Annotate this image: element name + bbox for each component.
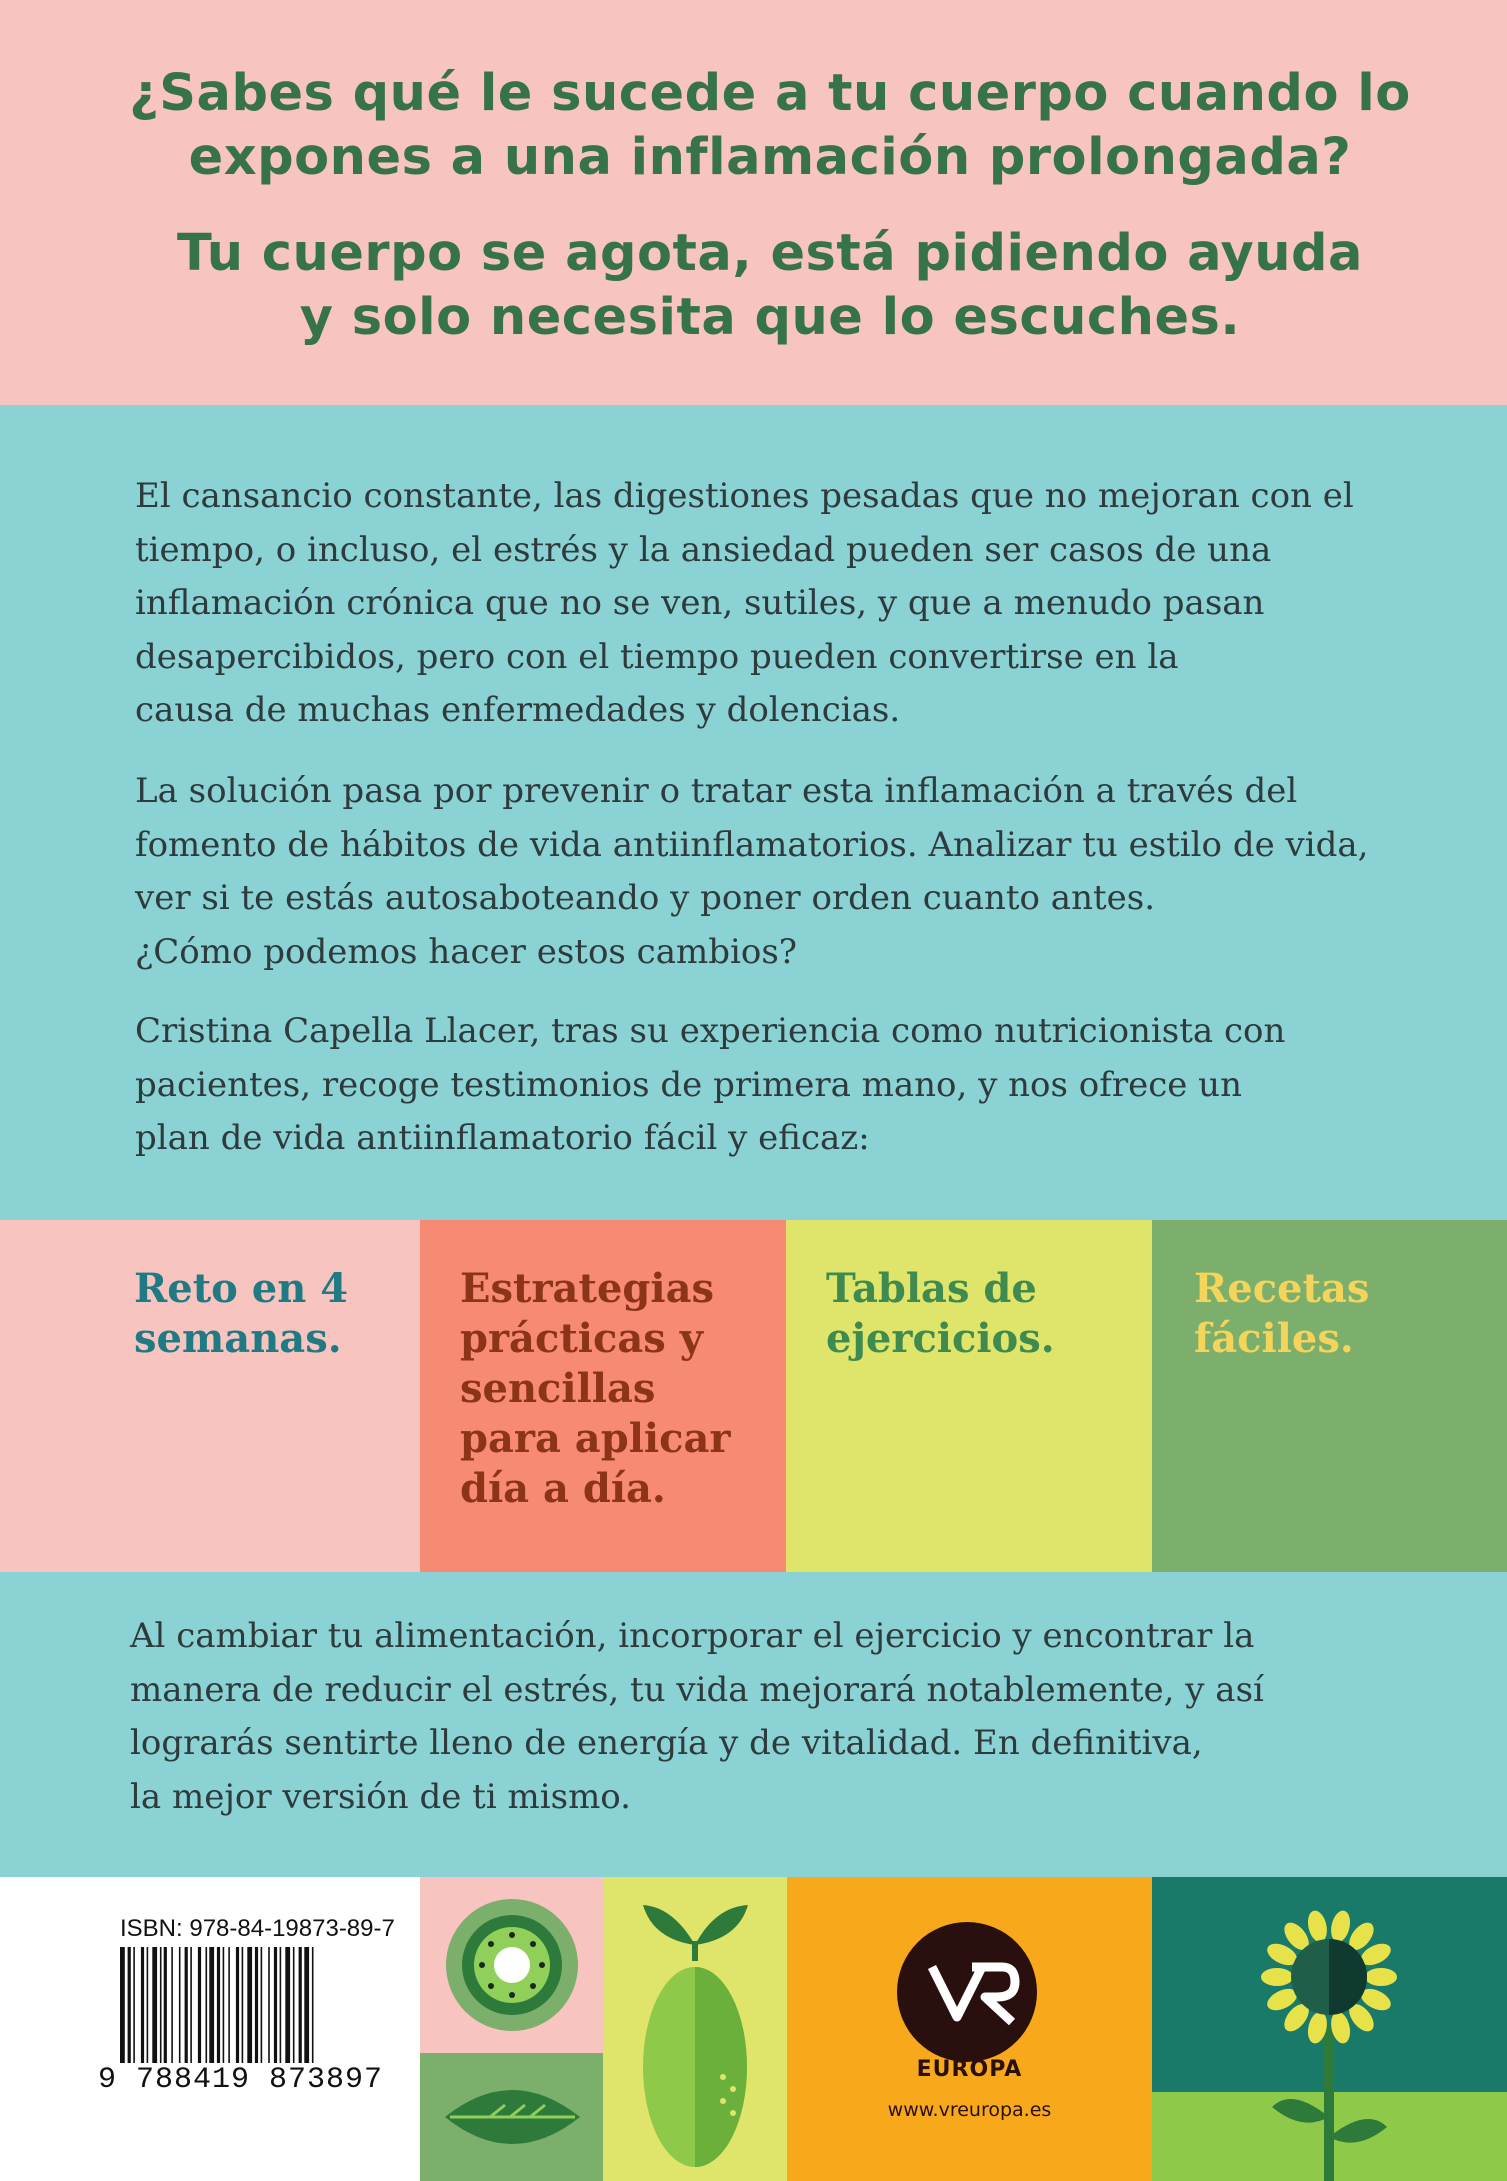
feature-line: sencillas	[460, 1365, 656, 1412]
lemon-icon	[603, 1877, 787, 2181]
sunflower-tile	[1152, 1877, 1507, 2181]
text-line: lograrás sentirte lleno de energía y de vitalidad. En definitiva,	[130, 1723, 1203, 1763]
feature-line: prácticas y	[460, 1315, 703, 1362]
text-line: plan de vida antiinflamatorio fácil y eficaz:	[135, 1118, 870, 1158]
publisher-url[interactable]: www.vreuropa.es	[887, 2099, 1052, 2121]
feature-title	[460, 1264, 730, 1514]
publisher-tile	[787, 1877, 1152, 2181]
kiwi-icon	[420, 1877, 603, 2053]
feature-line: Tablas de	[826, 1265, 1037, 1312]
feature-line: Estrategias	[460, 1265, 715, 1312]
feature-line: ejercicios.	[826, 1315, 1055, 1362]
barcode-number: 9 788419 873897	[98, 2063, 384, 2097]
text-line: manera de reducir el estrés, tu vida mejorará notablemente, y así	[130, 1669, 1264, 1710]
synopsis-paragraph-2	[135, 765, 1425, 979]
text-line: ¿Cómo podemos hacer estos cambios?	[135, 931, 798, 972]
kiwi-tile	[420, 1877, 603, 2053]
header-answer-line: Tu cuerpo se agota, está pidiendo ayuda	[177, 224, 1363, 283]
feature-line: semanas.	[134, 1315, 342, 1362]
features-row	[0, 1220, 1507, 1572]
sunflower-icon	[1152, 1877, 1507, 2181]
feature-title	[826, 1264, 1055, 1364]
leaf-tile	[420, 2053, 603, 2181]
header-question-line: expones a una inflamación prolongada?	[188, 128, 1352, 187]
header-answer	[120, 222, 1420, 350]
text-line: inflamación crónica que no se ven, sutiles, y que a menudo pasan	[135, 583, 1265, 623]
feature-line: Reto en 4	[134, 1265, 349, 1312]
feature-title	[1194, 1264, 1369, 1364]
vr-logo-icon	[897, 1922, 1037, 2062]
header-question-line: ¿Sabes qué le sucede a tu cuerpo cuando lo	[129, 64, 1411, 123]
footer-band	[0, 1877, 1507, 2181]
text-line: la mejor versión de ti mismo.	[130, 1776, 631, 1817]
feature-tablas	[786, 1220, 1152, 1572]
text-line: tiempo, o incluso, el estrés y la ansiedad pueden ser casos de una	[135, 529, 1272, 570]
leaf-icon	[420, 2053, 603, 2181]
feature-estrategias	[420, 1220, 786, 1572]
text-line: La solución pasa por prevenir o tratar esta inflamación a través del	[135, 771, 1298, 811]
synopsis-section	[0, 405, 1507, 1220]
text-line: pacientes, recoge testimonios de primera mano, y nos ofrece un	[135, 1064, 1242, 1105]
text-line: desapercibidos, pero con el tiempo pueden convertirse en la	[135, 636, 1179, 677]
lemon-tile	[603, 1877, 787, 2181]
text-line: Cristina Capella Llacer, tras su experiencia como nutricionista con	[135, 1011, 1286, 1051]
publisher-name: EUROPA	[916, 2057, 1023, 2082]
barcode-box	[0, 1877, 420, 2181]
text-line: El cansancio constante, las digestiones pesadas que no mejoran con el	[135, 476, 1354, 516]
feature-reto	[0, 1220, 420, 1572]
closing-section	[0, 1572, 1507, 1877]
feature-line: fáciles.	[1194, 1315, 1354, 1362]
text-line: Al cambiar tu alimentación, incorporar el ejercicio y encontrar la	[130, 1616, 1255, 1656]
isbn-label: ISBN: 978-84-19873-89-7	[120, 1915, 395, 1942]
synopsis-paragraph-3	[135, 1005, 1425, 1166]
feature-line: para aplicar	[460, 1415, 731, 1462]
header-band	[0, 0, 1507, 405]
feature-line: Recetas	[1194, 1265, 1370, 1312]
header-answer-line: y solo necesita que lo escuches.	[299, 288, 1241, 347]
feature-title	[134, 1264, 348, 1364]
feature-line: día a día.	[460, 1465, 666, 1512]
header-question	[120, 62, 1420, 190]
text-line: fomento de hábitos de vida antiinflamatorios. Analizar tu estilo de vida,	[135, 824, 1369, 865]
text-line: causa de muchas enfermedades y dolencias.	[135, 690, 901, 730]
text-line: ver si te estás autosaboteando y poner orden cuanto antes.	[135, 878, 1156, 918]
synopsis-paragraph-1	[135, 470, 1425, 738]
feature-recetas	[1152, 1220, 1507, 1572]
closing-paragraph	[130, 1610, 1430, 1824]
